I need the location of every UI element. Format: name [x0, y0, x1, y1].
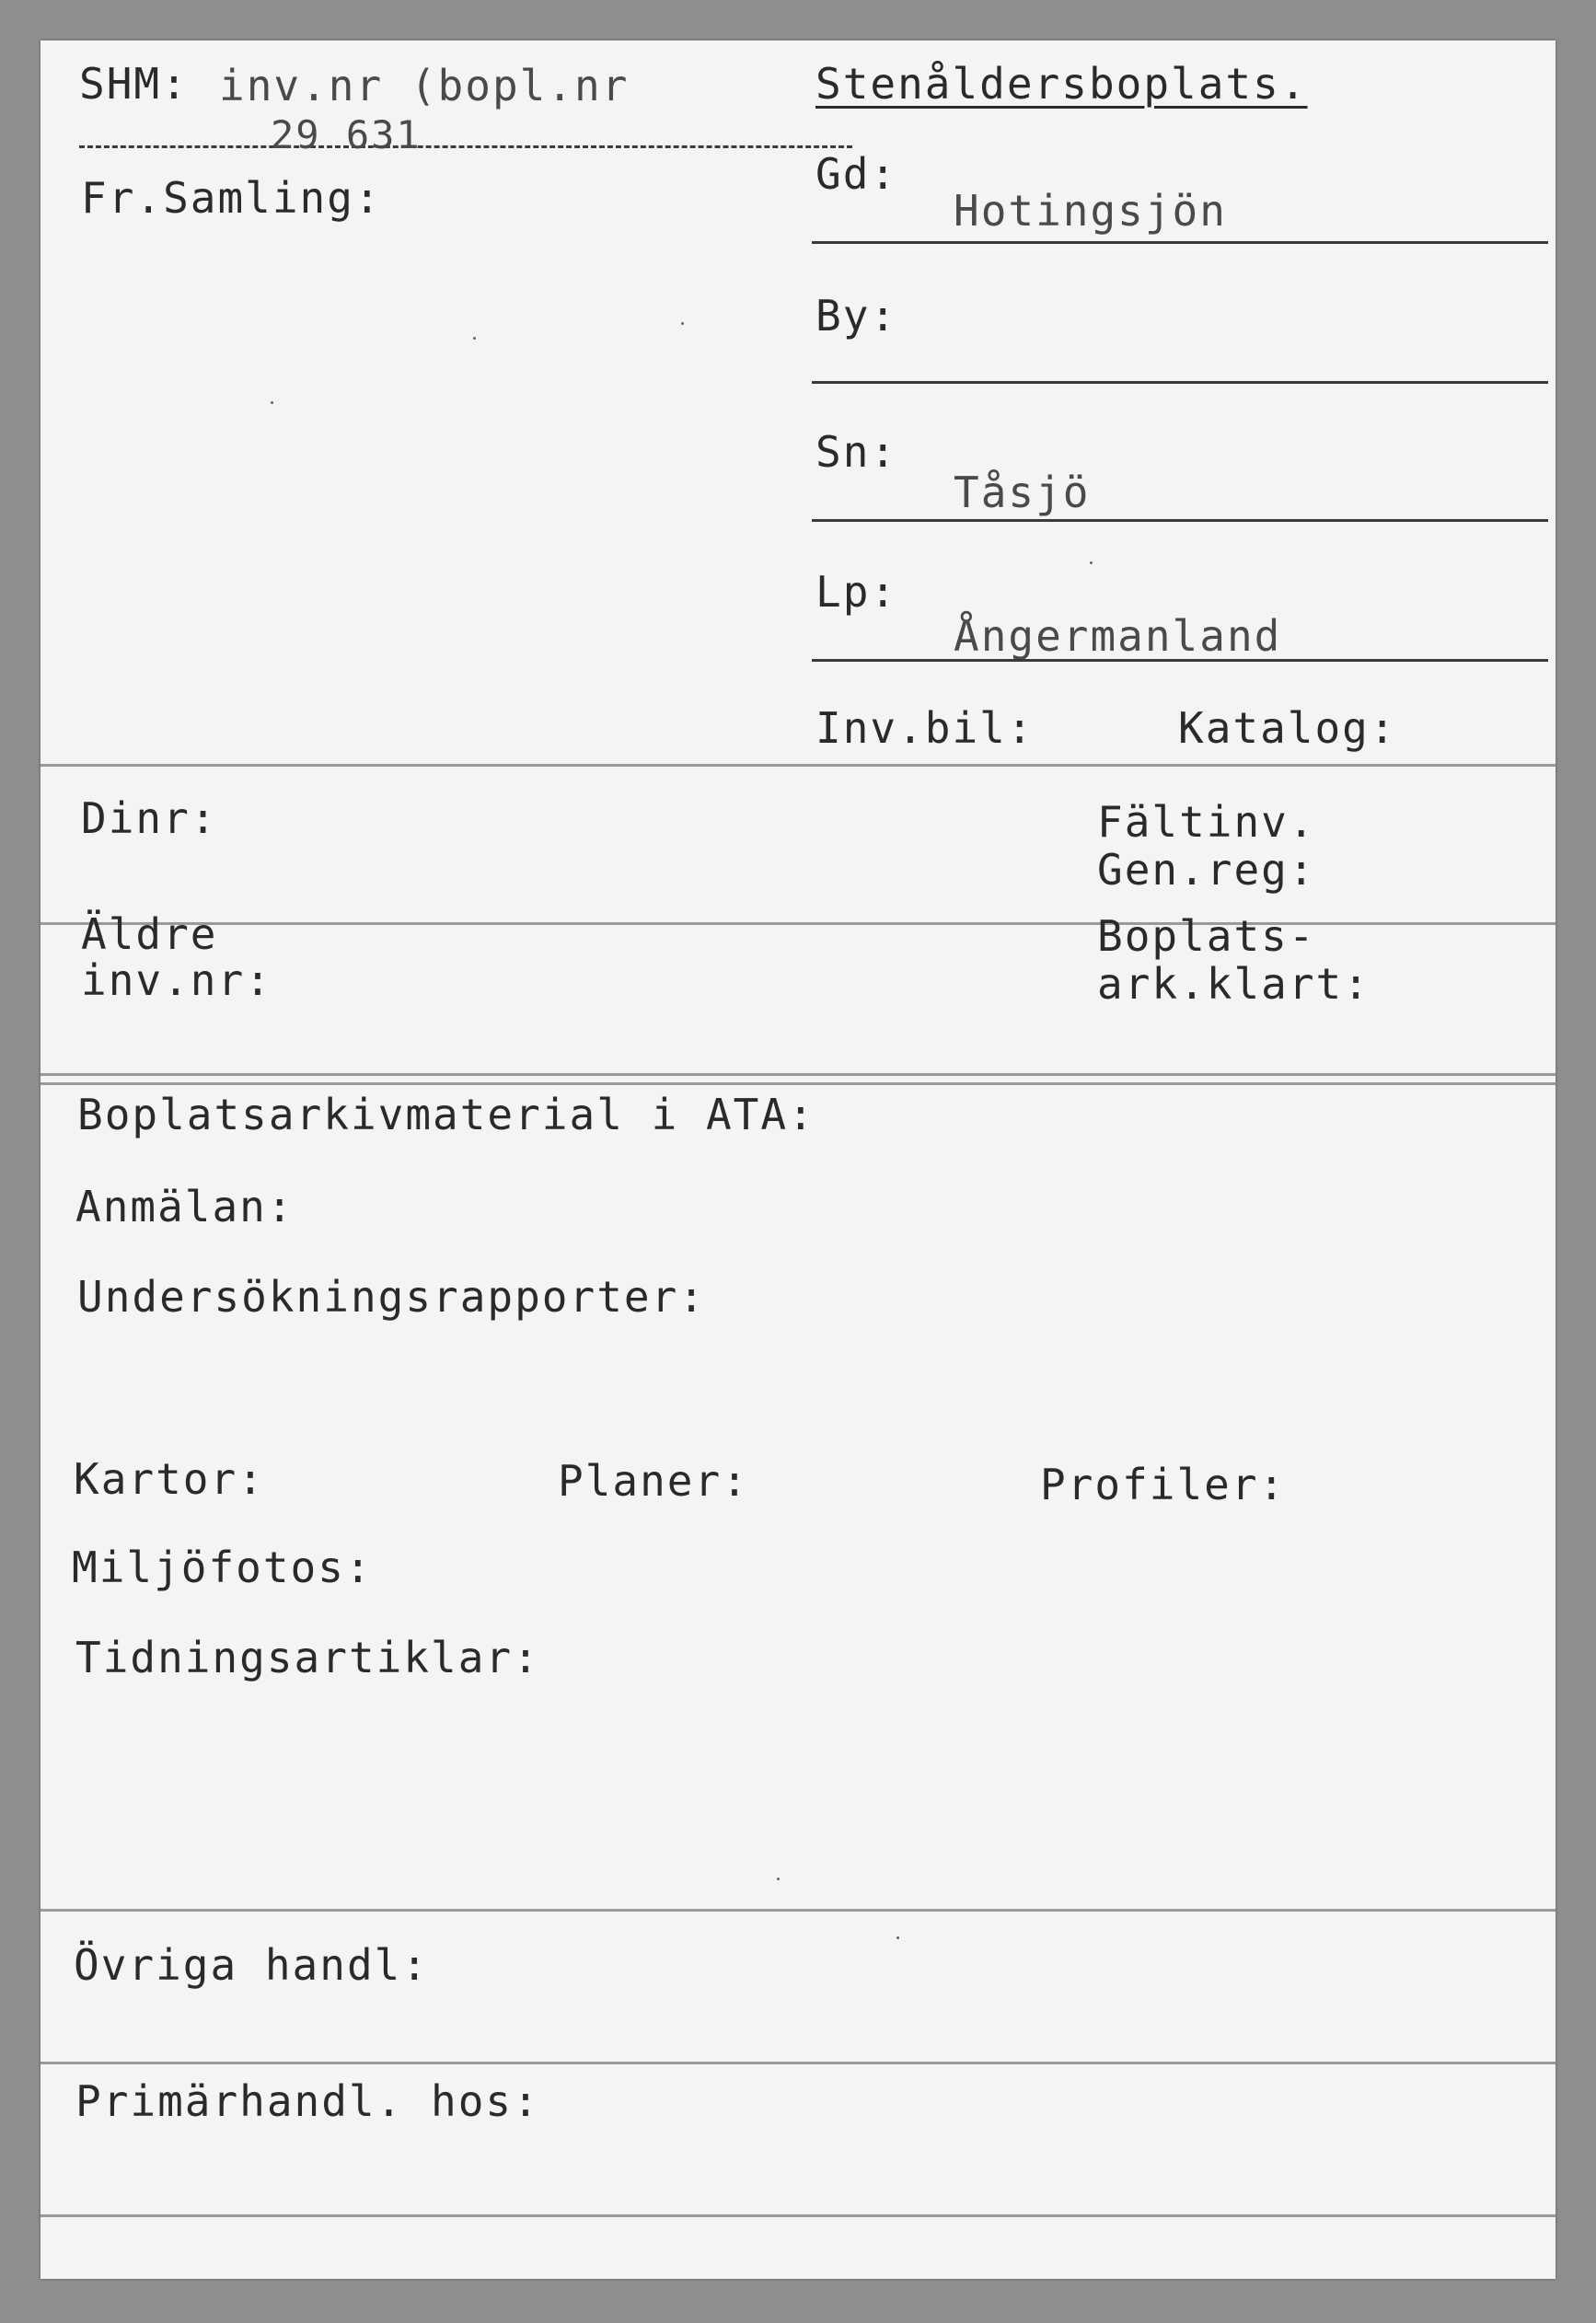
- section-divider-3a: [40, 1073, 1556, 1076]
- by-label: By:: [815, 291, 898, 341]
- section-divider-5: [40, 2062, 1556, 2064]
- sn-line: [812, 519, 1548, 522]
- inv-bil-label: Inv.bil:: [815, 703, 1035, 753]
- card-title: Stenåldersboplats.: [815, 59, 1308, 109]
- fr-samling-label: Fr.Samling:: [81, 173, 382, 223]
- speck: [1090, 561, 1093, 564]
- kartor-label: Kartor:: [74, 1454, 265, 1504]
- sn-value: Tåsjö: [954, 468, 1091, 517]
- lp-label: Lp:: [815, 567, 898, 617]
- speck: [473, 337, 476, 340]
- katalog-label: Katalog:: [1178, 703, 1397, 753]
- archive-heading: Boplatsarkivmaterial i ATA:: [77, 1090, 815, 1139]
- profiler-label: Profiler:: [1040, 1460, 1287, 1509]
- section-divider-2: [40, 922, 1556, 925]
- speck: [271, 401, 273, 404]
- gd-label: Gd:: [815, 149, 898, 199]
- boplats-ark-label-line1: Boplats-: [1097, 911, 1316, 961]
- index-card: [40, 40, 1556, 2279]
- gd-line: [812, 241, 1548, 244]
- by-line: [812, 381, 1548, 384]
- shm-underline: [79, 145, 852, 148]
- aldre-label-line2: inv.nr:: [81, 955, 272, 1005]
- dinr-label: Dinr:: [81, 793, 218, 843]
- faltinv-label: Fältinv.: [1097, 797, 1316, 847]
- primarhandl-label: Primärhandl. hos:: [75, 2076, 540, 2126]
- tidningsartiklar-label: Tidningsartiklar:: [75, 1633, 540, 1682]
- section-divider-1: [40, 764, 1556, 767]
- sn-label: Sn:: [815, 427, 898, 477]
- miljofotos-label: Miljöfotos:: [72, 1543, 373, 1592]
- speck: [681, 322, 684, 325]
- section-divider-6: [40, 2214, 1556, 2217]
- shm-value: inv.nr (bopl.nr: [219, 61, 630, 110]
- section-divider-3b: [40, 1082, 1556, 1085]
- speck: [777, 1878, 780, 1880]
- speck: [896, 1936, 899, 1939]
- inventory-number: 29 631: [271, 112, 422, 157]
- shm-label: SHM:: [79, 59, 189, 109]
- section-divider-4: [40, 1909, 1556, 1912]
- anmalan-label: Anmälan:: [75, 1182, 295, 1231]
- planer-label: Planer:: [558, 1456, 749, 1506]
- lp-value: Ångermanland: [954, 611, 1282, 661]
- gd-value: Hotingsjön: [954, 186, 1227, 236]
- lp-line: [812, 659, 1548, 662]
- undersokningsrapporter-label: Undersökningsrapporter:: [77, 1272, 706, 1322]
- ovriga-handl-label: Övriga handl:: [74, 1940, 430, 1990]
- boplats-ark-label-line2: ark.klart:: [1097, 959, 1370, 1009]
- aldre-label-line1: Äldre: [81, 909, 218, 959]
- genreg-label: Gen.reg:: [1097, 845, 1316, 895]
